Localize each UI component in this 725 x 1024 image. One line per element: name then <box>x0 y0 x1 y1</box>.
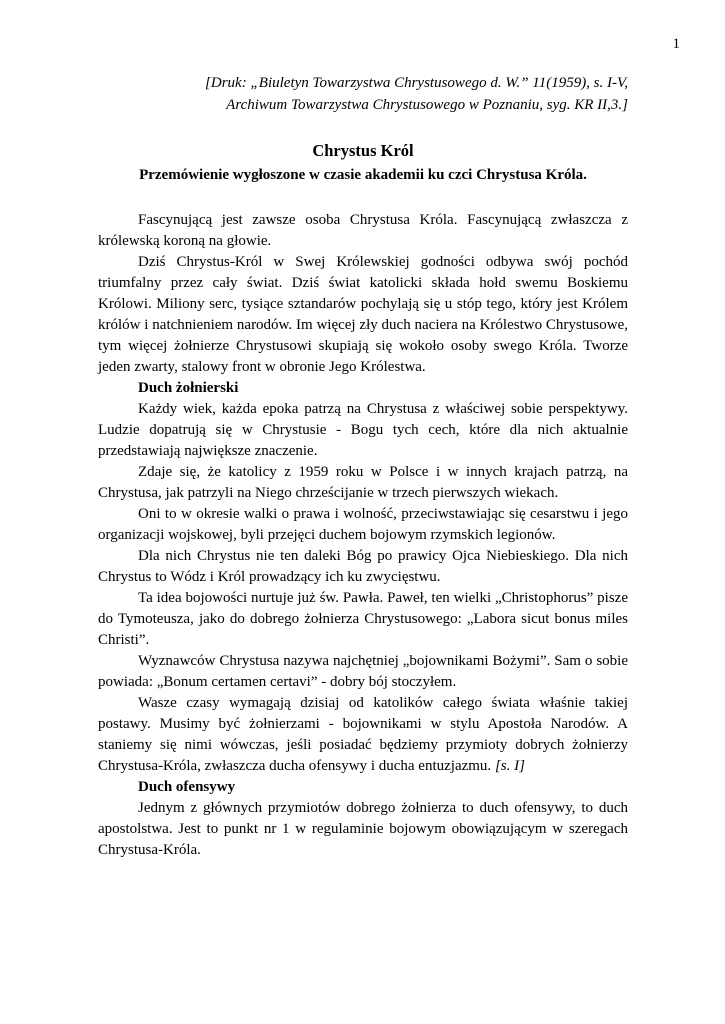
citation-line-1: [Druk: „Biuletyn Towarzystwa Chrystusowego d. W.” 11(1959), s. I-V, <box>205 75 628 91</box>
paragraph <box>98 693 628 777</box>
paragraph: Jednym z głównych przymiotów dobrego żołnierza to duch ofensywy, to duch apostolstwa. Jest to punkt nr 1 w regulaminie bojowym obowiązującym w szeregach Chrystusa-Króla. <box>98 800 628 858</box>
paragraph-text: Wasze czasy wymagają dzisiaj od katolików całego świata właśnie takiej postawy. Musimy być żołnierzami - bojownikami w stylu Apostoła Narodów. A staniemy się nimi wówczas, jeśli posiadać będziemy przymioty dobrych żołnierzy Chrystusa-Króla, zwłaszcza ducha ofensywy i ducha entuzjazmu. <box>98 695 628 774</box>
document-body <box>98 210 628 861</box>
section-heading: Duch ofensywy <box>138 779 236 795</box>
paragraph: Fascynującą jest zawsze osoba Chrystusa Króla. Fascynującą zwłaszcza z królewską koroną na głowie. <box>98 212 628 249</box>
page-reference: [s. I] <box>494 758 525 774</box>
document-title: Chrystus Król <box>312 141 414 160</box>
paragraph: Zdaje się, że katolicy z 1959 roku w Polsce i w innych krajach patrzą, na Chrystusa, jak patrzyli na Niego chrześcijanie w trzech pierwszych wiekach. <box>98 464 628 501</box>
paragraph: Dla nich Chrystus nie ten daleki Bóg po prawicy Ojca Niebieskiego. Dla nich Chrystus to Wódz i Król prowadzący ich ku zwycięstwu. <box>98 548 628 585</box>
paragraph: Dziś Chrystus-Król w Swej Królewskiej godności odbywa swój pochód triumfalny przez cały świat. Dziś świat katolicki składa hołd swemu Boskiemu Królowi. Miliony serc, tysiące sztandarów pochylają się u stóp tego, który jest Królem królów i natchnieniem narodów. Im więcej zły duch naciera na Królestwo Chrystusowe, tym więcej żołnierze Chrystusowi skupiają się wokoło osoby swego Króla. Tworze jeden zwarty, stalowy front w obronie Jego Królestwa. <box>98 254 628 375</box>
paragraph: Oni to w okresie walki o prawa i wolność, przeciwstawiając się cesarstwu i jego organizacji wojskowej, byli przejęci duchem bojowym rzymskich legionów. <box>98 506 628 543</box>
paragraph: Wyznawców Chrystusa nazywa najchętniej „bojownikami Bożymi”. Sam o sobie powiada: „Bonum certamen certavi” - dobry bój stoczyłem. <box>98 653 628 690</box>
paragraph: Ta idea bojowości nurtuje już św. Pawła. Paweł, ten wielki „Christophorus” pisze do Tymoteusza, jako do dobrego żołnierza Chrystusowego: „Labora sicut bonus miles Christi”. <box>98 590 628 648</box>
section-heading: Duch żołnierski <box>138 380 239 396</box>
citation-line-2: Archiwum Towarzystwa Chrystusowego w Poznaniu, syg. KR II,3.] <box>226 97 628 113</box>
source-citation <box>98 72 628 116</box>
paragraph: Każdy wiek, każda epoka patrzą na Chrystusa z właściwej sobie perspektywy. Ludzie dopatrują się w Chrystusie - Bogu tych cech, które dla nich aktualnie przedstawiają największe znaczenie. <box>98 401 628 459</box>
document-subtitle: Przemówienie wygłoszone w czasie akademii ku czci Chrystusa Króla. <box>139 167 587 183</box>
page-number: 1 <box>672 36 680 52</box>
